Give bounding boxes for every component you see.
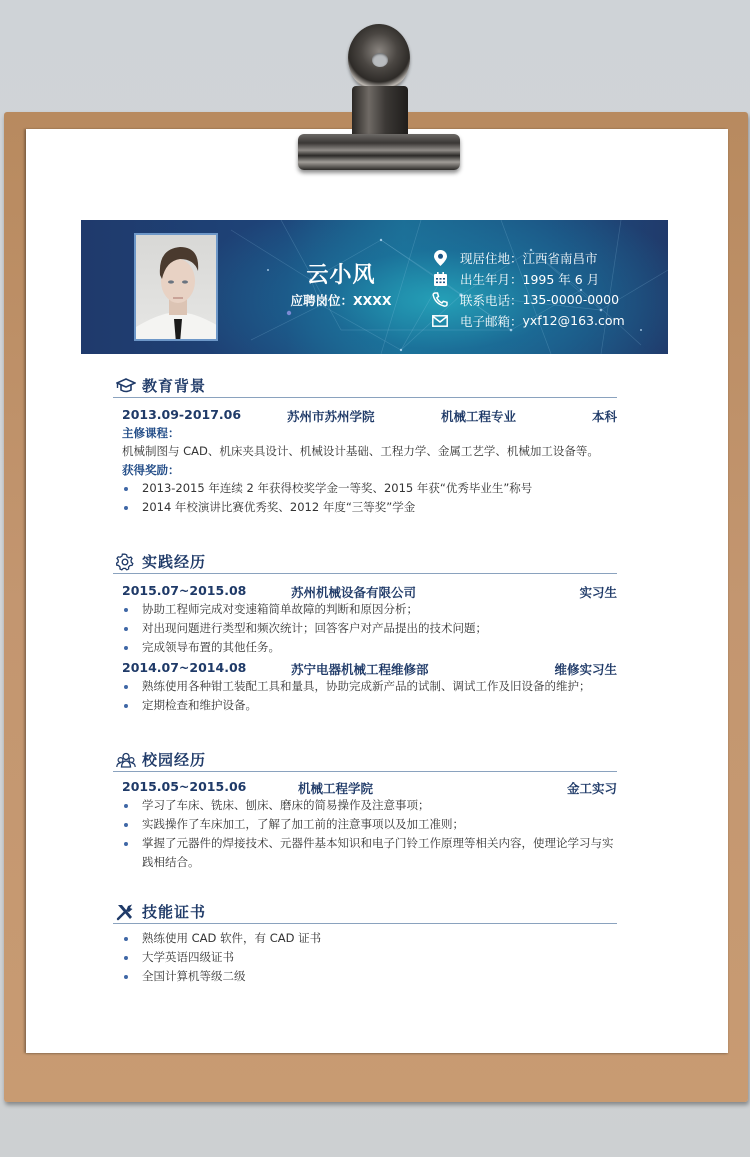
skills-list [122, 929, 617, 986]
job-duties-list [122, 677, 617, 715]
phone-value: 135-0000-0000 [522, 292, 620, 307]
tools-icon [116, 903, 136, 921]
job-company: 苏宁电器机械工程维修部 [291, 662, 429, 677]
group-icon [116, 751, 136, 769]
contact-email [431, 310, 625, 331]
list-item: 熟练使用 CAD 软件，有 CAD 证书 [122, 929, 617, 948]
phone-label: 联系电话： [460, 292, 523, 308]
location-pin-icon [431, 250, 449, 266]
job-entry-header [122, 657, 617, 677]
contact-birth [431, 268, 625, 289]
list-item: 掌握了元器件的焊接技术、元器件基本知识和电子门铃工作原理等相关内容，使理论学习与实践相结合。 [122, 834, 617, 872]
section-title: 实践经历 [142, 553, 207, 571]
courses-label: 主修课程： [122, 426, 180, 440]
section-header [113, 748, 617, 772]
courses-text: 机械制图与 CAD、机床夹具设计、机械设计基础、工程力学、金属工艺学、机械加工设备等。 [122, 444, 599, 458]
contact-info [431, 247, 625, 331]
section-skills [113, 900, 617, 986]
education-period: 2013.09-2017.06 [122, 407, 242, 422]
job-period: 2015.07~2015.08 [122, 583, 247, 598]
email-label: 电子邮箱： [460, 313, 523, 329]
binder-clip-bar [298, 134, 460, 170]
address-label: 现居住地： [460, 250, 523, 266]
job-company: 苏州机械设备有限公司 [291, 585, 417, 600]
section-header [113, 900, 617, 924]
calendar-icon [431, 271, 449, 287]
education-degree: 本科 [591, 409, 617, 424]
applicant-name: 云小风 [306, 263, 376, 288]
binder-clip-hole [372, 53, 388, 67]
campus-activities-list [122, 796, 617, 872]
campus-period: 2015.05~2015.06 [122, 779, 247, 794]
awards-label: 获得奖励： [122, 463, 180, 477]
education-major: 机械工程专业 [441, 409, 517, 424]
person-portrait-image [136, 235, 218, 341]
job-entry-header [122, 580, 617, 600]
list-item: 学习了车床、铣床、刨床、磨床的简易操作及注意事项； [122, 796, 617, 815]
mail-icon [431, 313, 449, 329]
contact-phone [431, 289, 625, 310]
list-item: 实践操作了车床加工，了解了加工前的注意事项以及加工准则； [122, 815, 617, 834]
phone-icon [431, 292, 449, 308]
education-entry-header [122, 404, 617, 424]
email-value: yxf12@163.com [522, 313, 625, 328]
section-education [113, 374, 617, 517]
list-item: 2014 年校演讲比赛优秀奖、2012 年度“三等奖”学金 [122, 498, 617, 517]
birth-value: 1995 年 6 月 [522, 271, 600, 287]
list-item: 全国计算机等级二级 [122, 967, 617, 986]
job-duties-list [122, 600, 617, 657]
job-role: 维修实习生 [554, 662, 617, 677]
list-item: 大学英语四级证书 [122, 948, 617, 967]
job-period: 2014.07~2014.08 [122, 660, 247, 675]
section-title: 教育背景 [142, 377, 207, 395]
section-title: 技能证书 [142, 903, 207, 921]
graduation-cap-icon [116, 377, 136, 395]
awards-list [122, 479, 617, 517]
list-item: 对出现问题进行类型和频次统计；回答客户对产品提出的技术问题； [122, 619, 617, 638]
section-practice [113, 550, 617, 715]
list-item: 熟练使用各种钳工装配工具和量具，协助完成新产品的试制、调试工作及旧设备的维护； [122, 677, 617, 696]
list-item: 完成领导布置的其他任务。 [122, 638, 617, 657]
education-school: 苏州市苏州学院 [287, 409, 375, 424]
campus-org: 机械工程学院 [298, 781, 374, 796]
campus-role: 金工实习 [566, 781, 617, 796]
profile-photo [134, 233, 218, 341]
campus-entry-header [122, 776, 617, 796]
list-item: 2013-2015 年连续 2 年获得校奖学金一等奖、2015 年获“优秀毕业生”称号 [122, 479, 617, 498]
binder-clip-neck [352, 86, 408, 136]
list-item: 协助工程师完成对变速箱简单故障的判断和原因分析； [122, 600, 617, 619]
gear-icon [116, 553, 136, 571]
job-role: 实习生 [579, 585, 617, 600]
section-header [113, 550, 617, 574]
section-title: 校园经历 [142, 751, 207, 769]
address-value: 江西省南昌市 [522, 250, 598, 266]
applied-position: 应聘岗位：XXXX [290, 293, 392, 308]
section-campus [113, 748, 617, 872]
contact-address [431, 247, 625, 268]
list-item: 定期检查和维护设备。 [122, 696, 617, 715]
section-header [113, 374, 617, 398]
birth-label: 出生年月： [460, 271, 523, 287]
resume-header-banner [81, 220, 668, 354]
